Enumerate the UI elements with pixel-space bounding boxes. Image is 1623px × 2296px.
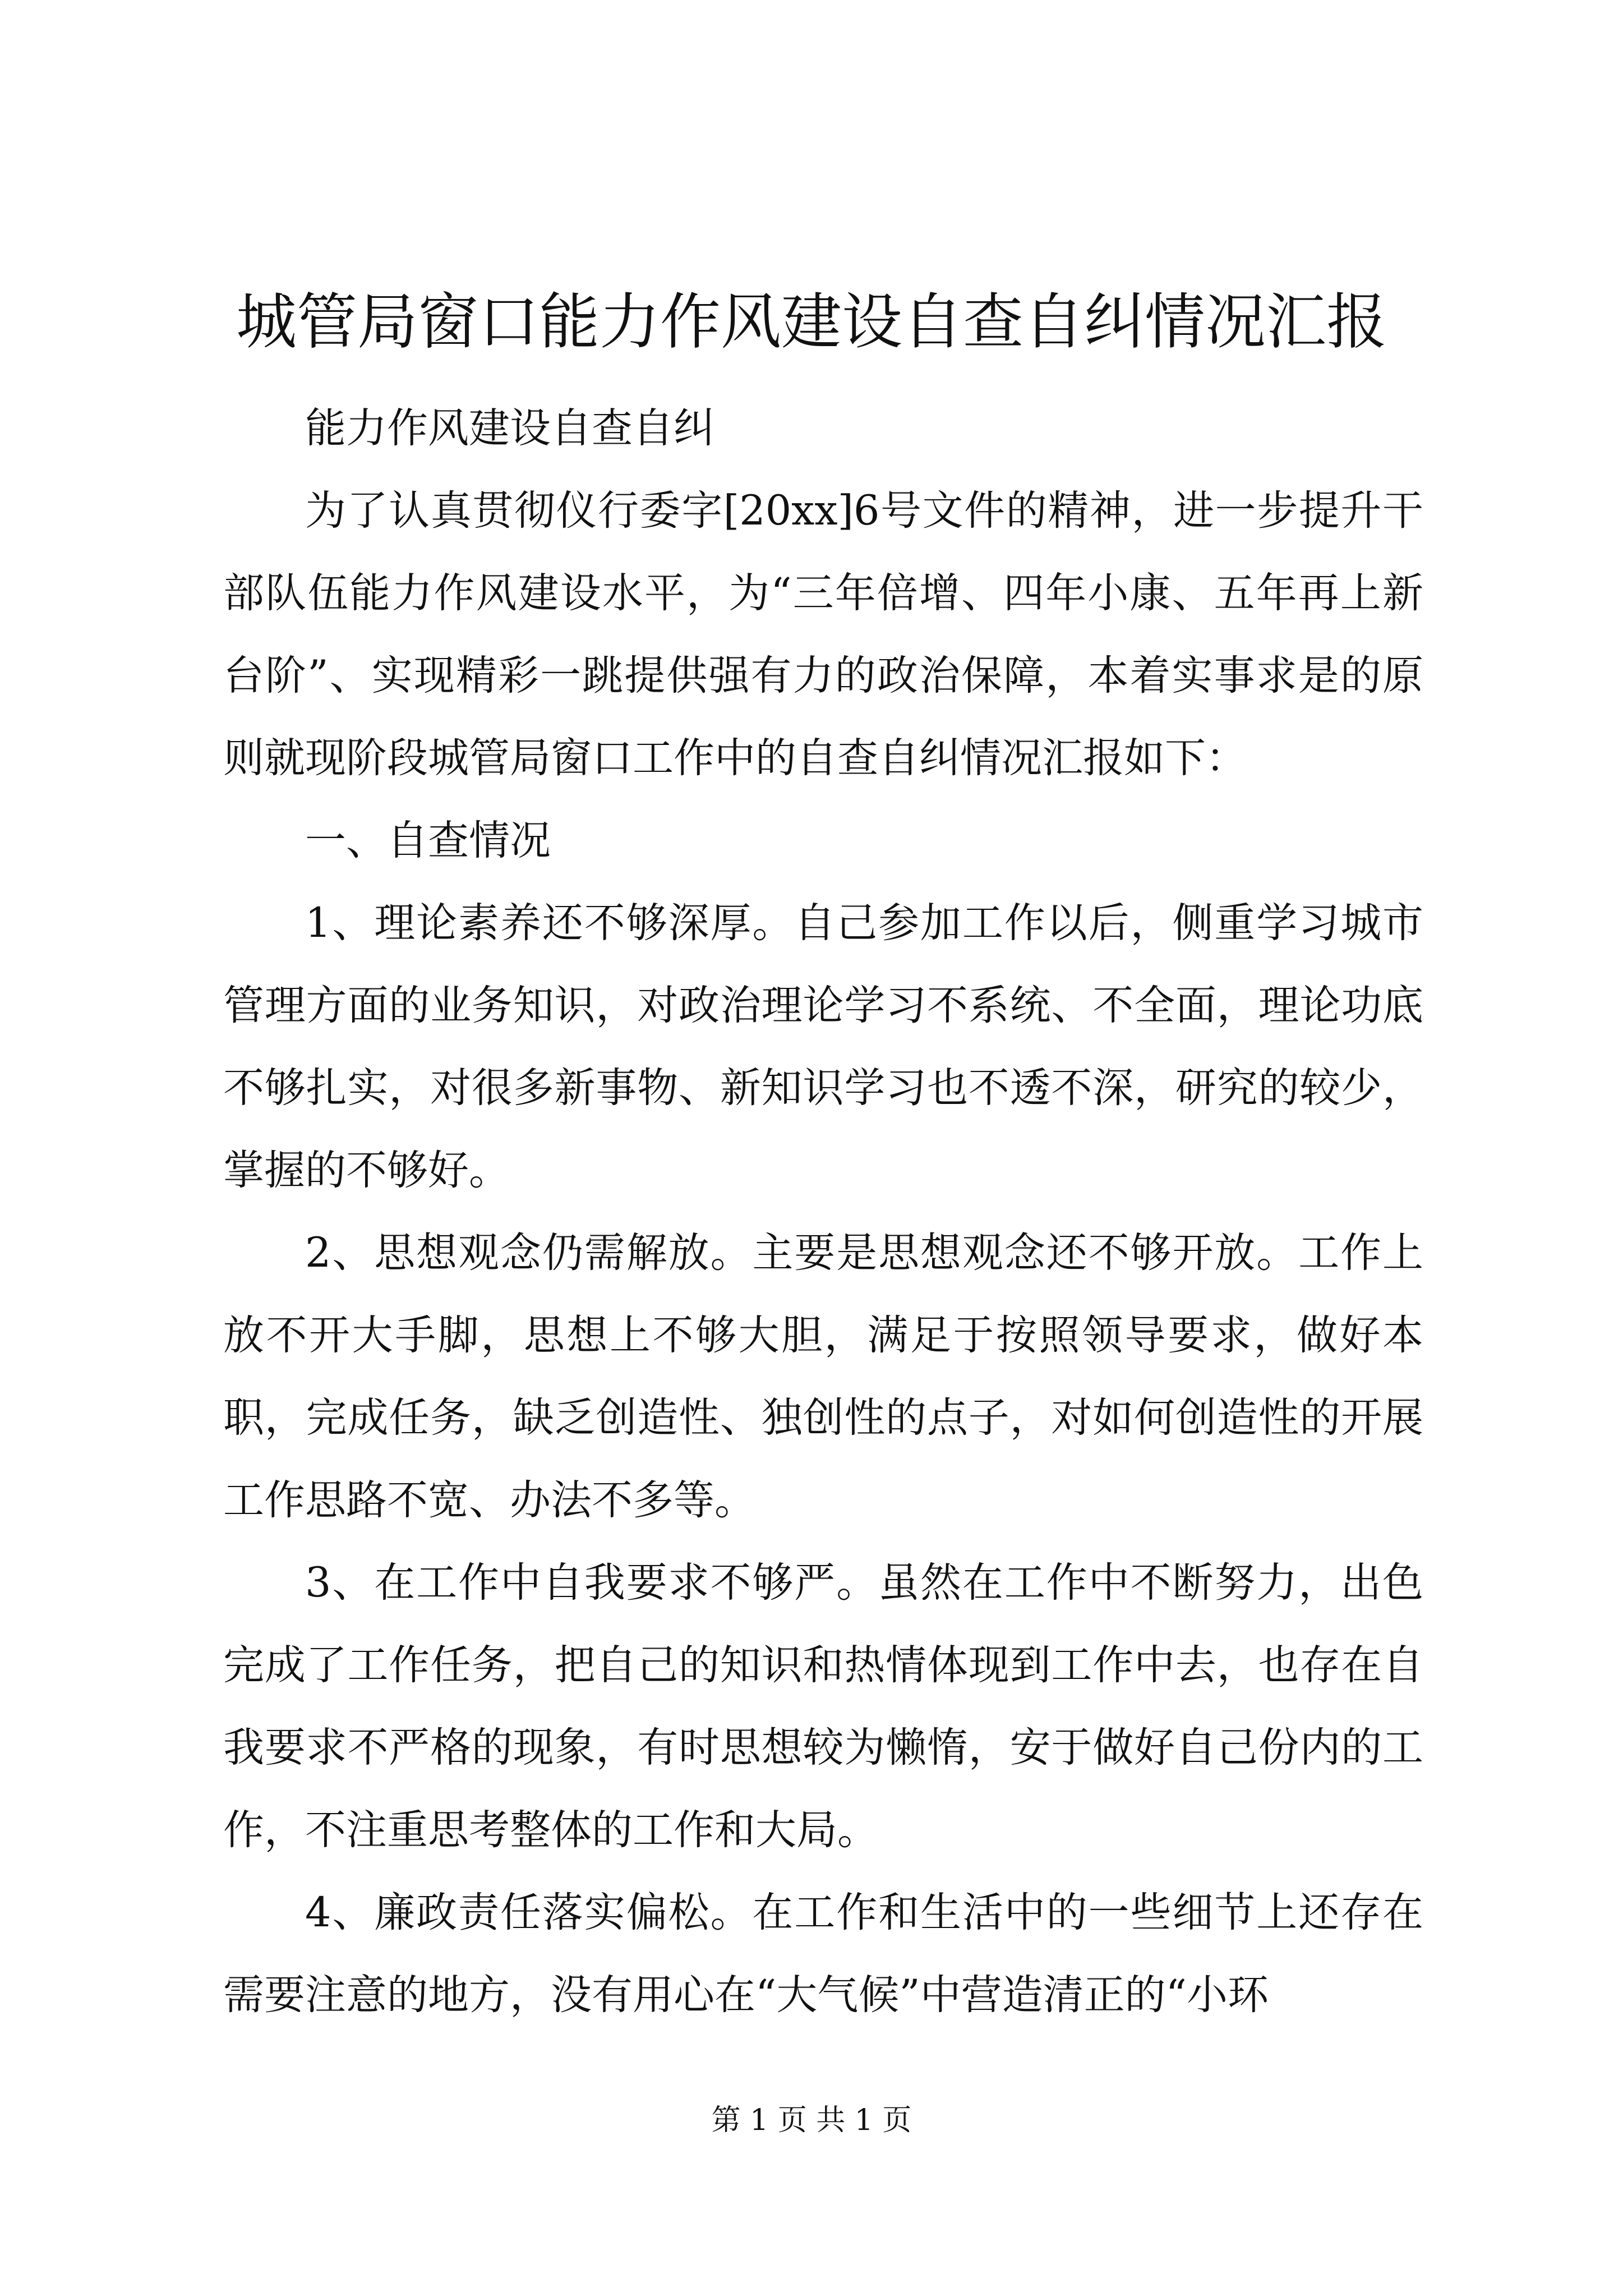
page-footer: 第 1 页 共 1 页 <box>711 2104 912 2137</box>
document-title: 城管局窗口能力作风建设自查自纠情况汇报 <box>236 287 1387 357</box>
body-paragraph: 1、理论素养还不够深厚。自己参加工作以后，侧重学习城市管理方面的业务知识，对政治理论学习不系统、不全面，理论功底不够扎实，对很多新事物、新知识学习也不透不深，研究的较少，掌握的不够好。 <box>223 899 1423 1194</box>
body-paragraph: 2、思想观念仍需解放。主要是思想观念还不够开放。工作上放不开大手脚，思想上不够大胆，满足于按照领导要求，做好本职，完成任务，缺乏创造性、独创性的点子，对如何创造性的开展工作思路不宽、办法不多等。 <box>223 1229 1423 1524</box>
body-paragraph: 为了认真贯彻仪行委字[20xx]6号文件的精神，进一步提升干部队伍能力作风建设水平，为“三年倍增、四年小康、五年再上新台阶”、实现精彩一跳提供强有力的政治保障，本着实事求是的原则就现阶段城管局窗口工作中的自查自纠情况汇报如下： <box>223 487 1423 782</box>
body-paragraph: 4、廉政责任落实偏松。在工作和生活中的一些细节上还存在需要注意的地方，没有用心在“大气候”中营造清正的“小环 <box>223 1889 1423 2019</box>
body-paragraph: 3、在工作中自我要求不够严。虽然在工作中不断努力，出色完成了工作任务，把自己的知识和热情体现到工作中去，也存在自我要求不严格的现象，有时思想较为懒惰，安于做好自己份内的工作，不注重思考整体的工作和大局。 <box>223 1559 1423 1854</box>
section-heading: 一、自查情况 <box>305 817 551 864</box>
body-paragraph: 能力作风建设自查自纠 <box>305 404 714 452</box>
document-body <box>223 387 1423 2036</box>
